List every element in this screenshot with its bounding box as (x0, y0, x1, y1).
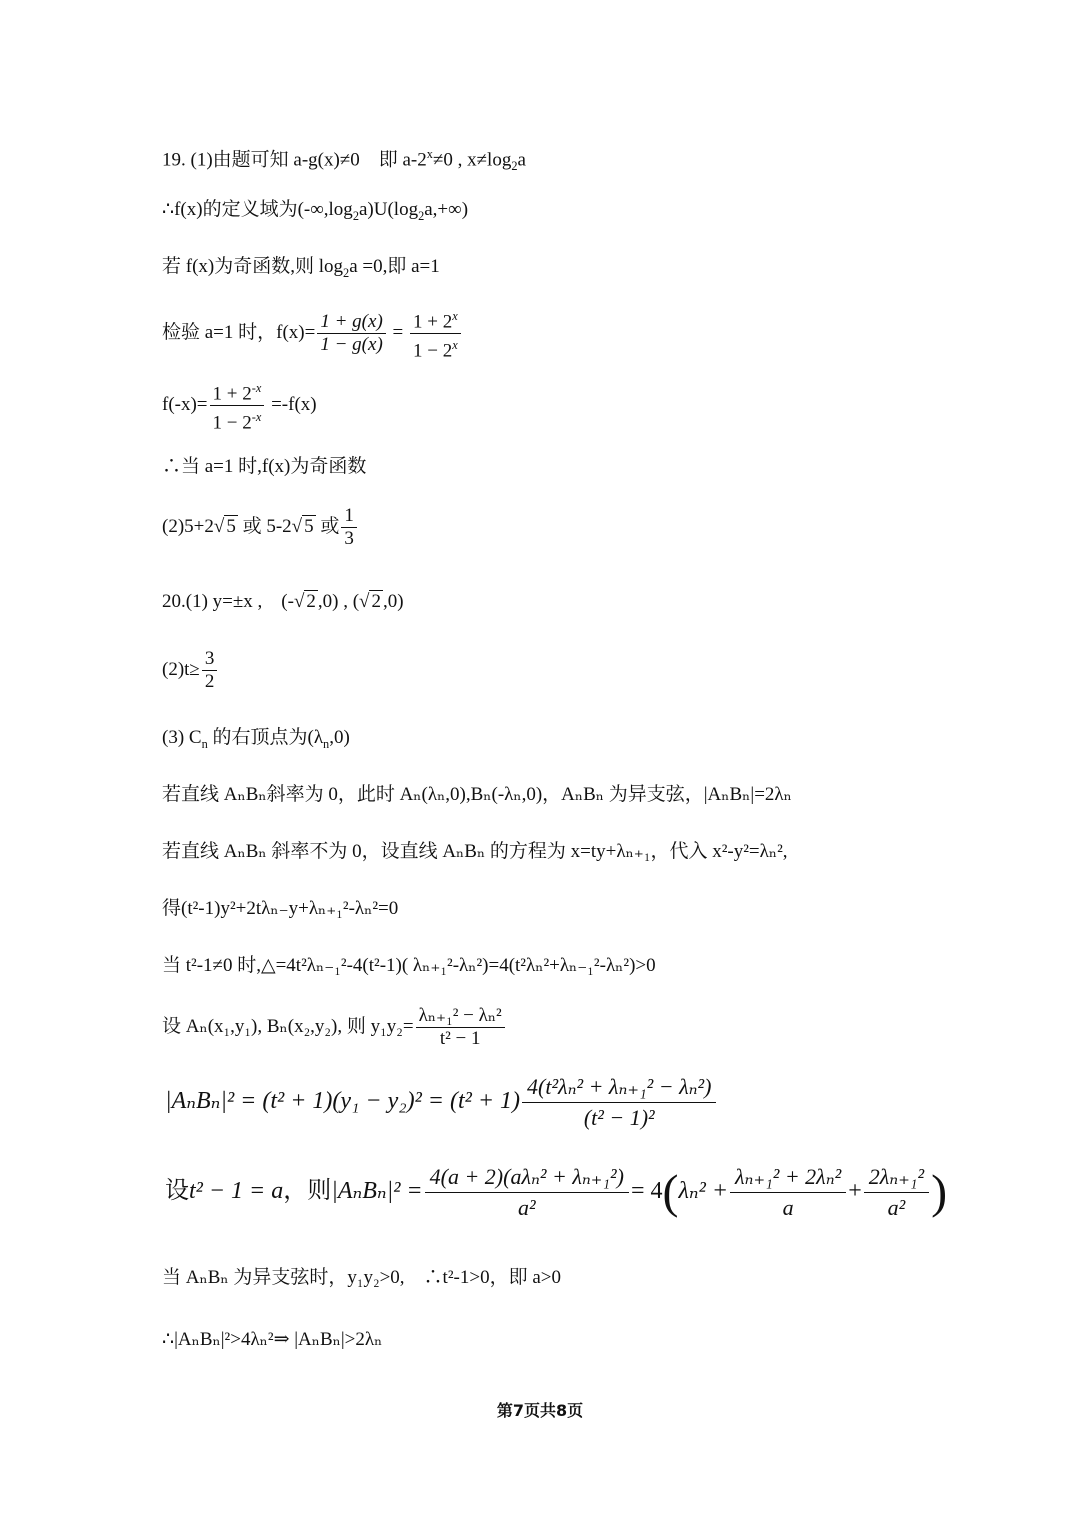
f-neg-x-line (162, 377, 317, 435)
fraction (410, 305, 461, 363)
fraction (210, 377, 265, 435)
sub: 2 (352, 208, 359, 223)
line-20-2 (162, 648, 219, 693)
text: a,+∞) (424, 199, 469, 220)
text: ∴当 a=1 时,f(x)为奇函数 (162, 456, 367, 477)
text: 得(t²-1)y²+2tλₙ₋y+λₙ₊₁²-λₙ²=0 (162, 898, 399, 919)
slope-nonzero-line (162, 840, 788, 864)
fraction (730, 1162, 846, 1223)
radicand: 2 (306, 591, 316, 612)
sub: n (323, 736, 330, 751)
text: ≠0 , x≠log (432, 149, 512, 171)
text: =-f(x) (266, 394, 317, 416)
quadratic-line (162, 897, 398, 921)
text: (3) C (162, 727, 202, 748)
text: 20.(1) y=±x , (- (162, 591, 294, 612)
text: 设 (165, 1178, 189, 1205)
numerator: λₙ₊₁² − λₙ² (416, 1005, 505, 1028)
text: a (517, 149, 526, 171)
text: 设 Aₙ(x₁,y₁), Bₙ(x₂,y₂), 则 y₁y₂= (162, 1015, 414, 1037)
denominator: 1 − 2 (413, 340, 453, 362)
text: = 4 (630, 1178, 663, 1205)
text: + (848, 1178, 862, 1205)
final-conclusion-line (162, 1328, 382, 1352)
text: ,0) (329, 727, 350, 748)
text: 当 AₙBₙ 为异支弦时，y₁y₂>0, ∴t²-1>0，即 a>0 (162, 1267, 561, 1288)
numerator: λₙ₊₁² + 2λₙ² (730, 1162, 846, 1193)
sqrt: √ 2 (293, 591, 316, 612)
text: ，则 (283, 1178, 332, 1205)
page-footer: 第7页共8页 (496, 1401, 584, 1420)
fraction (317, 311, 385, 356)
text: 若直线 AₙBₙ斜率为 0，此时 Aₙ(λₙ,0),Bₙ(-λₙ,0)，AₙBₙ 为异支弦，|AₙBₙ|=2λₙ (162, 784, 792, 805)
text: 若直线 AₙBₙ 斜率不为 0，设直线 AₙBₙ 的方程为 x=ty+λₙ₊₁，代入 x²-y²=λₙ², (162, 841, 788, 862)
discriminant-line (162, 954, 656, 978)
opposite-branch-line (162, 1266, 561, 1290)
text: (2)t≥ (162, 658, 200, 680)
text: ∴f(x)的定义域为(-∞,log (162, 199, 353, 220)
denominator: t² − 1 (439, 1028, 481, 1049)
text: t² − 1 = a (189, 1178, 284, 1205)
part-2-answer (162, 505, 359, 550)
text: 19. (1)由题可知 a-g(x)≠0 即 a-2 (162, 149, 427, 171)
chord-length-line (165, 1072, 718, 1133)
radicand: 5 (226, 515, 236, 537)
denominator: a² (517, 1195, 536, 1220)
line-20-1 (162, 590, 404, 614)
text: |AₙBₙ|² = (t² + 1)(y₁ − y₂)² = (t² + 1) (165, 1088, 521, 1115)
text: ,0) , ( (317, 591, 360, 612)
line-19-1 (162, 142, 526, 178)
substitution-line: 设t² − 1 = a，则|AₙBₙ|² = $\frac{\text{4(a + 2)(aλₙ² + λₙ₊₁²)}}{\text{a²}}$ = 4(λₙ² + $\frac{\text{λₙ₊₁² + 2λₙ²}}{a}$ + $\frac{\text{2λₙ₊₁²}}{\text{a²}}$ ) (165, 1162, 947, 1223)
numerator: 4(a + 2)(aλₙ² + λₙ₊₁²) (425, 1162, 629, 1193)
denominator: 2 (204, 671, 215, 692)
sup: x (452, 338, 458, 353)
radicand: 5 (304, 515, 314, 537)
text: a)U(log (358, 199, 419, 220)
sub: 2 (511, 159, 518, 174)
check-line (162, 305, 463, 363)
denominator: a (782, 1195, 794, 1220)
denominator: a² (887, 1195, 906, 1220)
denominator: 1 − g(x) (320, 334, 383, 356)
fraction (202, 648, 218, 693)
conclusion-line (162, 455, 366, 479)
fraction (416, 1005, 505, 1050)
text: ∴|AₙBₙ|²>4λₙ²⇒ |AₙBₙ|>2λₙ (162, 1329, 383, 1350)
line-20-3 (162, 726, 350, 756)
denominator: (t² − 1)² (583, 1105, 655, 1130)
sub: 2 (343, 265, 350, 280)
numerator: 1 (341, 505, 357, 528)
fraction (425, 1162, 629, 1223)
sup: x (452, 309, 458, 323)
sup: x (426, 147, 433, 161)
text: a =0,即 a=1 (349, 256, 440, 277)
text: 的右顶点为(λ (207, 727, 324, 748)
domain-line (162, 198, 468, 228)
text: 或 (315, 515, 340, 537)
text: λₙ² + (678, 1178, 729, 1205)
text: f(-x)= (162, 394, 208, 416)
text: |AₙBₙ|² = (331, 1178, 423, 1205)
text: 或 5-2 (237, 515, 292, 537)
text: 若 f(x)为奇函数,则 log (162, 256, 344, 277)
sup: -x (251, 381, 262, 395)
fraction (864, 1162, 929, 1223)
sup: -x (251, 410, 262, 425)
numerator: 1 + 2 (413, 311, 453, 333)
radicand: 2 (371, 591, 381, 612)
sub: n (201, 736, 208, 751)
text: ,0) (382, 591, 404, 612)
vieta-line (162, 1005, 507, 1050)
slope-zero-line (162, 783, 792, 807)
numerator: 4(t²λₙ² + λₙ₊₁² − λₙ²) (522, 1072, 716, 1103)
numerator: 1 + 2 (212, 383, 252, 405)
denominator: 3 (344, 528, 354, 549)
numerator: 2λₙ₊₁² (864, 1162, 929, 1193)
numerator: 3 (202, 648, 218, 671)
sub: 2 (418, 208, 425, 223)
text: 当 t²-1≠0 时,△=4t²λₙ₋₁²-4(t²-1)( λₙ₊₁²-λₙ²)=4(t²λₙ²+λₙ₋₁²-λₙ²)>0 (162, 955, 656, 976)
fraction (522, 1072, 716, 1133)
sqrt: √ 5 (213, 515, 236, 537)
numerator: 1 + g(x) (317, 311, 385, 334)
odd-function-line (162, 255, 440, 285)
text: (2)5+2 (162, 515, 214, 537)
sqrt: √ 5 (291, 515, 314, 537)
denominator: 1 − 2 (212, 412, 252, 434)
text: 检验 a=1 时，f(x)= (162, 322, 316, 344)
sqrt: √ 2 (359, 591, 381, 612)
fraction (341, 505, 357, 550)
equals: = (387, 322, 408, 344)
